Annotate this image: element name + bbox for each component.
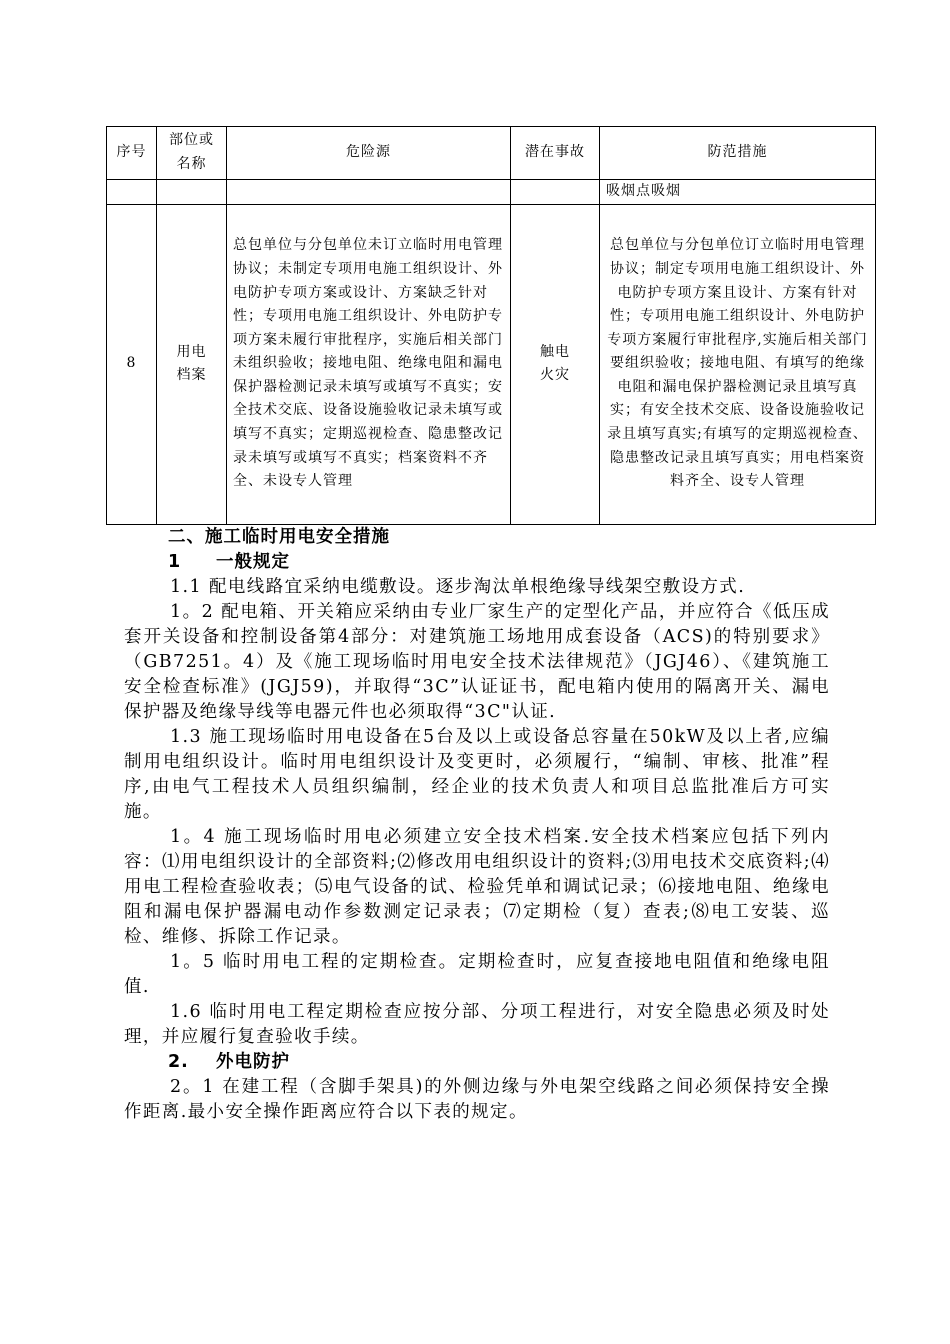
row8-seq: 8: [107, 204, 157, 524]
paragraph-1-1: 1.1 配电线路宜采纳电缆敷设。逐步淘汰单根绝缘导线架空敷设方式.: [170, 577, 746, 597]
hazard-table: [106, 126, 876, 525]
table-row: [107, 180, 876, 205]
document-body: [124, 525, 830, 1125]
row8-accident-line1: 触电: [540, 343, 570, 360]
row8-part-line1: 用电: [176, 343, 207, 360]
header-measure: 防范措施: [600, 127, 876, 180]
paragraph-1-4: 1。4 施工现场临时用电必须建立安全技术档案.安全技术档案应包括下列内容：⑴用电组织设计的全部资料;⑵修改用电组织设计的资料;⑶用电技术交底资料;⑷用电工程检查验收表；⑸电气设备的试、检验凭单和调试记录；⑹接地电阻、绝缘电阻和漏电保护器漏电动作参数测定记录表；⑺定期检（复）查表;⑻电工安装、巡检、维修、拆除工作记录。: [124, 827, 830, 947]
row8-part: [157, 204, 227, 524]
header-part-line2: 名称: [176, 156, 207, 172]
table-header-row: [107, 127, 876, 180]
paragraph-1-6: 1.6 临时用电工程定期检查应按分部、分项工程进行，对安全隐患必须及时处理，并应履行复查验收手续。: [124, 1002, 830, 1047]
header-accident: 潜在事故: [511, 127, 600, 180]
paragraph-1-5: 1。5 临时用电工程的定期检查。定期检查时，应复查接地电阻值和绝缘电阻值.: [124, 952, 830, 997]
row8-part-line2: 档案: [176, 367, 207, 384]
subsection-2-heading: [124, 1050, 830, 1075]
row8-measure: 总包单位与分包单位订立临时用电管理协议；制定专项用电施工组织设计、外电防护专项方案且设计、方案有针对性；专项用电施工组织设计、外电防护专项方案履行审批程序,实施后相关部门要组织验收；接地电阻、有填写的绝缘电阻和漏电保护器检测记录且填写真实；有安全技术交底、设备设施验收记录且填写真实;有填写的定期巡视检查、隐患整改记录且填写真实；用电档案资料齐全、设专人管理: [600, 204, 876, 524]
cont-accident-cell: [511, 180, 600, 205]
row8-hazard: 总包单位与分包单位未订立临时用电管理协议；未制定专项用电施工组织设计、外电防护专项方案或设计、方案缺乏针对性；专项用电施工组织设计、外电防护专项方案未履行审批程序，实施后相关部门未组织验收；接地电阻、绝缘电阻和漏电保护器检测记录未填写或填写不真实；安全技术交底、设备设施验收记录未填写或填写不真实；定期巡视检查、隐患整改记录未填写或填写不真实；档案资料不齐全、未设专人管理: [227, 204, 511, 524]
cont-seq-cell: [107, 180, 157, 205]
cont-part-cell: [157, 180, 227, 205]
paragraph-1-3: 1.3 施工现场临时用电设备在5台及以上或设备总容量在50kW及以上者,应编制用电组织设计。临时用电组织设计及变更时，必须履行，“编制、审核、批准”程序,由电气工程技术人员组织编制，经企业的技术负责人和项目总监批准后方可实施。: [124, 727, 830, 822]
section-2-title: 二、施工临时用电安全措施: [168, 527, 390, 547]
row8-accident-line2: 火灾: [540, 367, 570, 384]
row8-accident: [511, 204, 600, 524]
subsection-2-number: 2.: [168, 1052, 189, 1072]
cont-measure-cell: 吸烟点吸烟: [600, 180, 876, 205]
subsection-1-number: 1: [168, 552, 182, 572]
table-row: [107, 204, 876, 524]
header-hazard: 危险源: [227, 127, 511, 180]
paragraph-2-1: 2。1 在建工程（含脚手架具)的外侧边缘与外电架空线路之间必须保持安全操作距离.最小安全操作距离应符合以下表的规定。: [124, 1077, 830, 1122]
header-seq: 序号: [107, 127, 157, 180]
subsection-1-heading: [124, 550, 830, 575]
header-part: [157, 127, 227, 180]
header-part-line1: 部位或: [169, 132, 214, 149]
paragraph-1-2: 1。2 配电箱、开关箱应采纳由专业厂家生产的定型化产品，并应符合《低压成套开关设备和控制设备第4部分：对建筑施工场地用成套设备（ACS)的特别要求》（GB7251。4）及《施工现场临时用电安全技术法律规范》（JGJ46）、《建筑施工安全检查标准》(JGJ59)，并取得“3C”认证证书，配电箱内使用的隔离开关、漏电保护器及绝缘导线等电器元件也必须取得“3C"认证.: [124, 602, 830, 722]
subsection-1-title: 一般规定: [216, 552, 290, 572]
cont-hazard-cell: [227, 180, 511, 205]
subsection-2-title: 外电防护: [216, 1052, 290, 1072]
